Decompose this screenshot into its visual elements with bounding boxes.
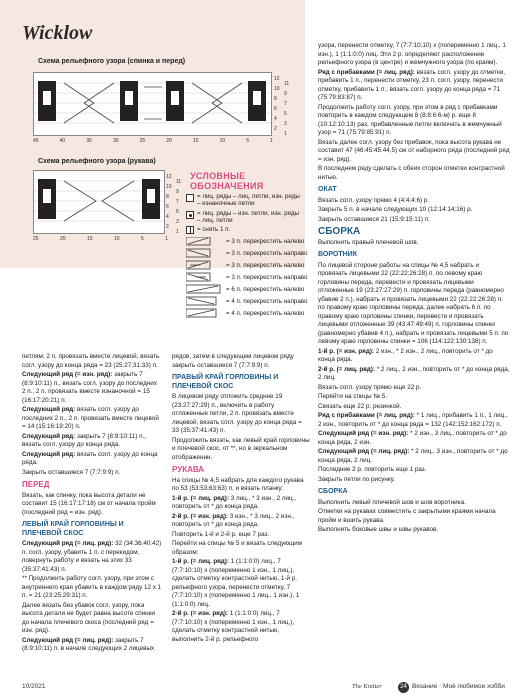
paragraph: Выполнить правый плечевой шов. bbox=[318, 238, 419, 246]
dot-icon bbox=[189, 214, 192, 217]
row-heading: Следующий ряд (= лиц. ряд): bbox=[22, 540, 114, 547]
tick: 5 bbox=[284, 111, 287, 117]
tick: 5 bbox=[176, 209, 179, 215]
knit-symbol-icon bbox=[186, 194, 194, 202]
paragraph: ** Продолжить работу согл. узору, при этом с внутреннего края убавить в каждом ряду 12 х 1 п. = 21 (23:25:29:31) п. bbox=[22, 575, 162, 599]
row-heading: Следующий ряд: bbox=[22, 450, 76, 458]
legend-item: = 3 п. перекрестить налево bbox=[226, 238, 305, 245]
paragraph: Вязать далее согл. узору без прибавок, пока высота рукава не составит 47 (46:45:45:44,5) см от наборного ряда (последний ряд = изн. ряд). bbox=[318, 138, 510, 163]
paragraph: Связать еще 22 р. резинкой. bbox=[318, 402, 402, 410]
paragraph bbox=[318, 69, 510, 103]
legend-item: = 3 п. перекрестить налево bbox=[226, 262, 305, 269]
paragraph bbox=[172, 610, 310, 644]
tick: 12 bbox=[274, 76, 280, 82]
tick: 3 bbox=[284, 121, 287, 127]
tick: 4 bbox=[274, 116, 277, 122]
paragraph bbox=[22, 406, 162, 432]
paragraph bbox=[22, 637, 162, 654]
paragraph: В лицевом ряду отложить средние 19 (23:27:27:29) п., включить в работу отложенные петли, 2 п. провязать вместе лицевой, вязать согл. узору до конца ряда = 33 (35:37:41:43) п. bbox=[172, 393, 302, 434]
page-number-badge: 24 bbox=[398, 682, 409, 693]
paragraph bbox=[172, 513, 310, 530]
row-text: вязать согл. узору до отметки, прибавить 1 п., перенести отметку, 23 п. согл. узору, перенести отметку, прибавить 1 п., вязать согл. узору до конца ряда = 71 (75:79:83:87) п. bbox=[318, 68, 506, 101]
paragraph bbox=[22, 451, 162, 468]
cable-symbols-icon bbox=[186, 237, 226, 337]
tick: 10 bbox=[274, 86, 280, 92]
legend-item: = 4 п. перекрестить направо bbox=[226, 298, 308, 305]
magazine-tagline: Вязание · Моё любимое хобби bbox=[412, 683, 505, 690]
paragraph: Повторить 1-й и 2-й р. еще 7 раз. bbox=[172, 530, 270, 538]
legend-item: = лиц. ряды – изн. петли, изн. ряды – лиц. петли bbox=[197, 210, 299, 224]
section-heading: ПРАВЫЙ КРАЙ ГОРЛОВИНЫ И ПЛЕЧЕВОЙ СКОС bbox=[172, 374, 279, 390]
tick: 7 bbox=[176, 199, 179, 205]
row-text: закрыть 7 (8:9:10:11) п., вязать согл. узору до конца ряда. bbox=[22, 432, 146, 448]
legend-item: = 3 п. перекрестить направо bbox=[226, 250, 308, 257]
row-heading: Следующий ряд: bbox=[22, 406, 76, 413]
tick: 12 bbox=[166, 174, 172, 180]
row-text: 1 (1:1:0:0) лиц., 7 (7:7:10:10) х (попеременно 1 изн., 1 лиц.), сделать отметку контрастной нитью, 1-й р. рельефного узора, перенести отметку, 7 (7:7:10:10) х (попеременно 1 лиц., 1 изн.), 1 (1:1:0:0) лиц. bbox=[172, 558, 300, 608]
sleeve-chart-grid bbox=[34, 171, 164, 233]
row-heading: Ряд с прибавками (= лиц. ряд): bbox=[318, 68, 415, 76]
page-title: Wicklow bbox=[22, 22, 93, 44]
row-text: * 2 изн., 3 лиц., повторить от * до конца ряда, 2 изн. bbox=[318, 430, 507, 446]
top-ticks-left bbox=[284, 79, 294, 139]
tick: 11 bbox=[176, 179, 182, 185]
row-heading: Следующий ряд (= изн. ряд): bbox=[318, 430, 409, 437]
tick: 8 bbox=[166, 194, 169, 200]
legend-item: = лиц. ряды – лиц. петли, изн. ряды – изнаночные петли bbox=[197, 193, 300, 207]
paragraph: Выполнить левый плечевой шов и шов воротника. bbox=[318, 498, 466, 506]
sleeve-ticks-left bbox=[176, 177, 186, 237]
row-text: * 1 лиц., прибавить 1 п., 1 лиц., 2 изн., повторить от * до конца ряда = 132 (142:152:162:172) п. bbox=[318, 412, 508, 428]
paragraph: На спицы № 4,5 набрать для каждого рукава по 53 (53:53:63:63) п. и вязать планку: bbox=[172, 476, 304, 492]
tick: 15 bbox=[192, 138, 199, 144]
tick: 30 bbox=[112, 138, 119, 144]
page-date: 10/2021 bbox=[22, 683, 46, 690]
row-heading: 2-й р. (= изн. ряд): bbox=[172, 512, 229, 520]
paragraph bbox=[318, 366, 510, 383]
paragraph bbox=[172, 495, 310, 512]
paragraph: узора, перенести отметку, 7 (7:7:10:10) х (попеременно 1 лиц., 1 изн.), 1 (1:1:0:0) лиц. Эти 2 р. определяют расположение рельефного узора (в центре) и жемчужного узора (по краям). bbox=[318, 42, 506, 66]
tick: 40 bbox=[59, 138, 66, 144]
paragraph bbox=[22, 540, 162, 574]
legend-item: = 3 п. перекрестить направо bbox=[226, 274, 308, 281]
row-heading: 2-й р. (= изн. ряд): bbox=[172, 610, 229, 617]
slip-symbol-icon bbox=[186, 226, 194, 234]
paragraph bbox=[318, 412, 510, 429]
paragraph: Перейти на спицы № 5. bbox=[318, 393, 388, 400]
paragraph: рядов, затем в следующем лицевом ряду закрыть оставшиеся 7 (7:7:9:9) п. bbox=[172, 353, 294, 369]
tick: 1 bbox=[176, 229, 179, 235]
paragraph bbox=[22, 433, 162, 450]
top-ticks-bottom bbox=[33, 138, 273, 144]
section-heading: ОКАТ bbox=[318, 186, 337, 193]
paragraph bbox=[318, 348, 510, 365]
tick: 2 bbox=[166, 224, 169, 230]
section-heading: РУКАВА bbox=[172, 465, 205, 474]
paragraph: Вязать согл. узору прямо 4 (4:4:4:6) р. bbox=[318, 196, 430, 204]
row-text: 1 (1:1:0:0) лиц., 7 (7:7:10:10) х (попеременно 1 изн., 1 лиц.), сделать отметку контрастной нитью, выполнить 2-й р. рельефного bbox=[172, 610, 295, 643]
left-column bbox=[22, 353, 162, 655]
tick: 45 bbox=[33, 138, 39, 144]
middle-column bbox=[172, 353, 310, 645]
row-heading: Следующий ряд: bbox=[22, 432, 76, 440]
tick: 10 bbox=[114, 236, 120, 242]
cable-symbols bbox=[186, 237, 226, 342]
sleeve-ticks-bottom bbox=[33, 236, 168, 242]
legend-title: УСЛОВНЫЕ ОБОЗНАЧЕНИЯ bbox=[190, 171, 264, 191]
tick: 9 bbox=[284, 91, 287, 97]
sleeve-chart bbox=[33, 170, 165, 234]
tick: 6 bbox=[166, 204, 169, 210]
row-text: 3 изн., * 3 лиц., 2 изн., повторить от * до конца ряда. bbox=[172, 512, 295, 528]
row-text: вязать согл. узору до последних 2 п., 2 п. провязать вместе лицевой = 14 (15:16:19:20) п. bbox=[22, 406, 159, 430]
legend-item: = 4 п. перекрестить налево bbox=[226, 310, 305, 317]
row-heading: 2-й р. (= лиц. ряд): bbox=[318, 365, 375, 373]
paragraph: Отметки на рукавах совместить с закрытыми краями начала пройм и вшить рукава. bbox=[318, 508, 496, 524]
paragraph: Вязать согл. узору прямо еще 22 р. bbox=[318, 383, 422, 391]
paragraph: Продолжить вязать, как левый край горловины и плечевой скос, от **, но в зеркальном отображении. bbox=[172, 436, 310, 461]
tick: 5 bbox=[246, 138, 250, 144]
tick: 8 bbox=[274, 96, 277, 102]
bar-icon bbox=[190, 227, 191, 233]
paragraph: Закрыть петли по рисунку. bbox=[318, 475, 395, 483]
paragraph: Закрыть оставшиеся 7 (7:7:9:9) п. bbox=[22, 468, 121, 476]
legend-item: = 6 п. перекрестить налево bbox=[226, 286, 305, 293]
row-text: * 2 лиц., 3 изн., повторить от * до конца ряда, 2 лиц. bbox=[318, 448, 508, 464]
tick: 1 bbox=[270, 138, 273, 144]
tick: 20 bbox=[166, 138, 172, 144]
row-heading: 1-й р. (= лиц. ряд): bbox=[172, 558, 229, 565]
row-text: 3 лиц., * 3 изн., 2 лиц., повторить от * до конца ряда. bbox=[172, 494, 297, 510]
row-text: закрыть 7 (8:9:10:11) п., вязать согл. узору до последних 2 п., 2 п. провязать вместе изнаночной = 15 (16:17:20:21) п. bbox=[22, 371, 157, 404]
sleeve-ticks-right bbox=[166, 172, 176, 232]
paragraph: Закрыть 5 п. в начале следующих 10 (12:14:14:16) р. bbox=[318, 206, 473, 213]
tick: 1 bbox=[284, 131, 287, 137]
paragraph: Вязать, как спинку, пока высота детали не составит 15 (16:17:17:18) см от начала пройм (последний ряд = изн. ряд). bbox=[22, 491, 156, 516]
tick: 11 bbox=[284, 81, 290, 87]
tick: 9 bbox=[176, 189, 179, 195]
purl-symbol-icon bbox=[186, 211, 194, 219]
tick: 5 bbox=[141, 236, 144, 242]
paragraph bbox=[318, 430, 510, 447]
top-chart-grid bbox=[34, 73, 271, 135]
legend-item: = снять 1 п. bbox=[197, 226, 231, 233]
paragraph: Далее вязать без убавок согл. узору, пока высота детали не будет равна высоте спинки до начала плечевого скоса (последний ряд = изн. ряд). bbox=[22, 601, 155, 634]
tick: 1 bbox=[165, 236, 168, 242]
row-text: 32 (34:36:40:42) п. согл. узору, убавить 1 п. с перекидом, повернуть работу и вязать на этих 33 (35:37:41:43) п. bbox=[22, 540, 162, 573]
row-text: вязать согл. узору до конца ряда. bbox=[22, 450, 158, 466]
top-ticks-right bbox=[274, 74, 284, 134]
row-heading: Следующий ряд (= лиц. ряд): bbox=[22, 636, 114, 644]
section-heading: ЛЕВЫЙ КРАЙ ГОРЛОВИНЫ И ПЛЕЧЕВОЙ СКОС bbox=[22, 521, 124, 537]
sleeve-chart-caption: Схема рельефного узора (рукава) bbox=[38, 158, 156, 165]
tick: 20 bbox=[60, 236, 66, 242]
paragraph bbox=[22, 371, 162, 405]
paragraph: По лицевой стороне работы на спицы № 4,5 набрать и провязать лицевыми 22 (22:22:26:28) п. по левому краю горловины переда, перевести и провязать лицевыми отложенные 19 (23:27:27:29) п. горловины переда (равномерно убавив 2 п.), набрать и провязать лицевыми 22 (22:22:26:28) п. по правому краю горловины переда, далее набрать 6 п. по правому краю горловины спинки, перевести и провязать лицевыми отложенные 39 (43:47:49:49) п. горловины спинки (равномерно убавив 4 п.), набрать и провязать лицевыми 5 п. по левому краю горловины спинки = 106 (114:122:130:138) п. bbox=[318, 261, 509, 345]
tick: 10 bbox=[166, 184, 172, 190]
row-heading: Следующий ряд (= изн. ряд): bbox=[22, 371, 113, 378]
row-heading: Следующий ряд (= лиц. ряд): bbox=[318, 448, 410, 455]
row-text: * 2 лиц., 2 изн., повторить от * до конца ряда, 2 лиц. bbox=[318, 365, 510, 381]
tick: 7 bbox=[284, 101, 287, 107]
section-heading: СБОРКА bbox=[318, 226, 361, 237]
right-column-top bbox=[318, 42, 510, 536]
tick: 4 bbox=[166, 214, 169, 220]
paragraph: Выполнить боковые швы и швы рукавов. bbox=[318, 526, 439, 533]
tick: 25 bbox=[33, 236, 39, 242]
tick: 35 bbox=[86, 138, 92, 144]
row-heading: 1-й р. (= лиц. ряд): bbox=[172, 494, 229, 502]
section-heading: ВОРОТНИК bbox=[318, 251, 357, 258]
section-heading: СБОРКА bbox=[318, 488, 348, 495]
section-heading: ПЕРЕД bbox=[22, 480, 50, 489]
tick: 3 bbox=[176, 219, 179, 225]
top-chart bbox=[33, 72, 272, 136]
tick: 15 bbox=[87, 236, 93, 242]
row-text: закрыть 7 (8:9:10:11) п. в начале следующих 2 лицевых bbox=[22, 636, 155, 652]
paragraph bbox=[318, 448, 510, 465]
tick: 6 bbox=[274, 106, 277, 112]
paragraph: петлям: 2 п. провязать вместе лицевой, вязать согл. узору до конца ряда = 23 (25:27:31:33) п. bbox=[22, 353, 160, 369]
tick: 10 bbox=[219, 138, 226, 144]
paragraph: Продолжить работу согл. узору, при этом в ряд с прибавками повторить в каждом следующем 8 (8:8:6:6-м) р. еще 8 (10:12:10:13) раз, прибавленные петли включать в жемчужный узор = 71 (75:79:85:91) п. bbox=[318, 103, 502, 136]
tick: 25 bbox=[139, 138, 146, 144]
paragraph: В последнем ряду сделать с обеих сторон отметки контрастной нитью. bbox=[318, 165, 505, 181]
paragraph: Перейти на спицы № 5 и вязать следующим образом: bbox=[172, 540, 303, 556]
paragraph: Последние 2 р. повторить еще 1 раз. bbox=[318, 466, 427, 473]
row-heading: Ряд с прибавками (= лиц. ряд): bbox=[318, 412, 415, 419]
paragraph: Закрыть оставшиеся 21 (15:9:15:11) п. bbox=[318, 215, 430, 223]
row-text: 2 изн., * 2 изн., 2 лиц., повторить от * до конца ряда. bbox=[318, 347, 493, 363]
top-chart-caption: Схема рельефного узора (спинка и перед) bbox=[38, 58, 186, 65]
paragraph bbox=[172, 558, 310, 609]
magazine-name: The Knitter bbox=[352, 683, 382, 690]
row-heading: 1-й р. (= изн. ряд): bbox=[318, 347, 375, 355]
tick: 2 bbox=[274, 126, 277, 132]
